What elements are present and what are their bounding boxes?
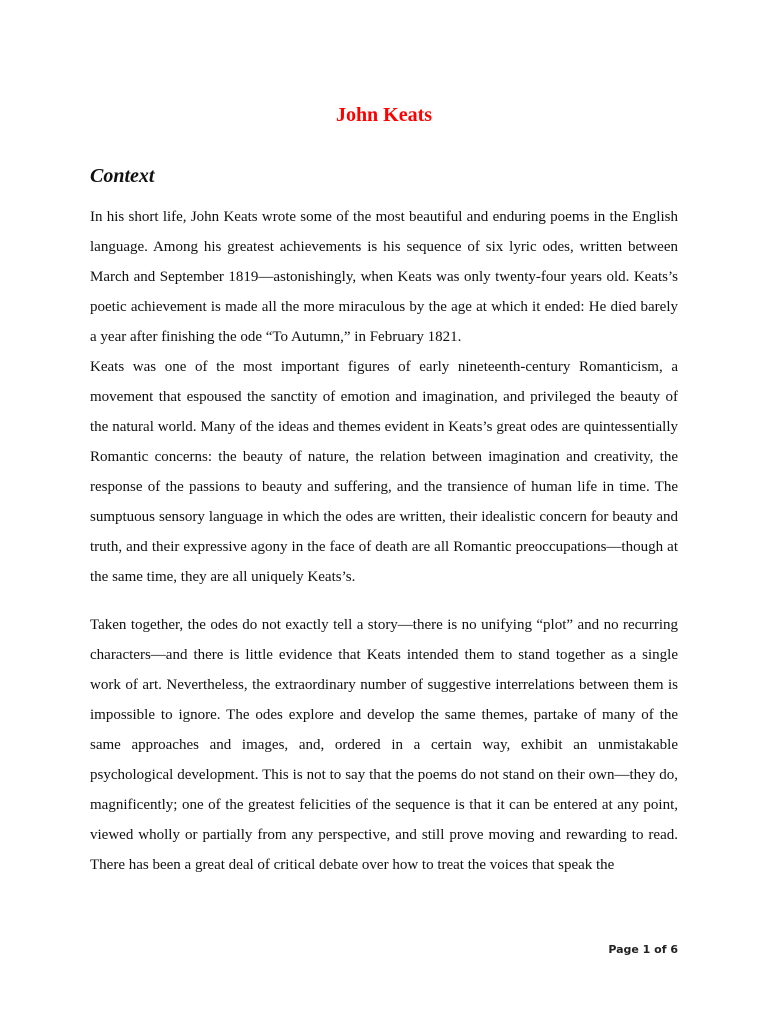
document-title: John Keats [335,104,433,126]
paragraph-2: Keats was one of the most important figures of early nineteenth-century Romanticism, a movement that espoused the sanctity of emotion and imagination, and privileged the beauty of the natural world. Many of the ideas and themes evident in Keats’s great odes are quintessentially Romantic concerns: the beauty of nature, the relation between imagination and creativity, the response of the passions to beauty and suffering, and the transience of human life in time. The sumptuous sensory language in which the odes are written, their idealistic concern for beauty and truth, and their expressive agony in the face of death are all Romantic preoccupations—though at the same time, they are all uniquely Keats’s. [90,359,678,585]
paragraph-1: In his short life, John Keats wrote some of the most beautiful and enduring poems in the English language. Among his greatest achievements is his sequence of six lyric odes, written between March and September 1819—astonishingly, when Keats was only twenty-four years old. Keats’s poetic achievement is made all the more miraculous by the age at which it ended: He died barely a year after finishing the ode “To Autumn,” in February 1821. [90,209,678,345]
body-text [90,202,678,880]
page-number: Page 1 of 6 [608,943,678,956]
section-heading: Context [90,165,155,187]
paragraph-3: Taken together, the odes do not exactly tell a story—there is no unifying “plot” and no recurring characters—and there is little evidence that Keats intended them to stand together as a single work of art. Nevertheless, the extraordinary number of suggestive interrelations between them is impossible to ignore. The odes explore and develop the same themes, partake of many of the same approaches and images, and, ordered in a certain way, exhibit an unmistakable psychological development. This is not to say that the poems do not stand on their own—they do, magnificently; one of the greatest felicities of the sequence is that it can be entered at any point, viewed wholly or partially from any perspective, and still prove moving and rewarding to read. There has been a great deal of critical debate over how to treat the voices that speak the [90,617,678,873]
